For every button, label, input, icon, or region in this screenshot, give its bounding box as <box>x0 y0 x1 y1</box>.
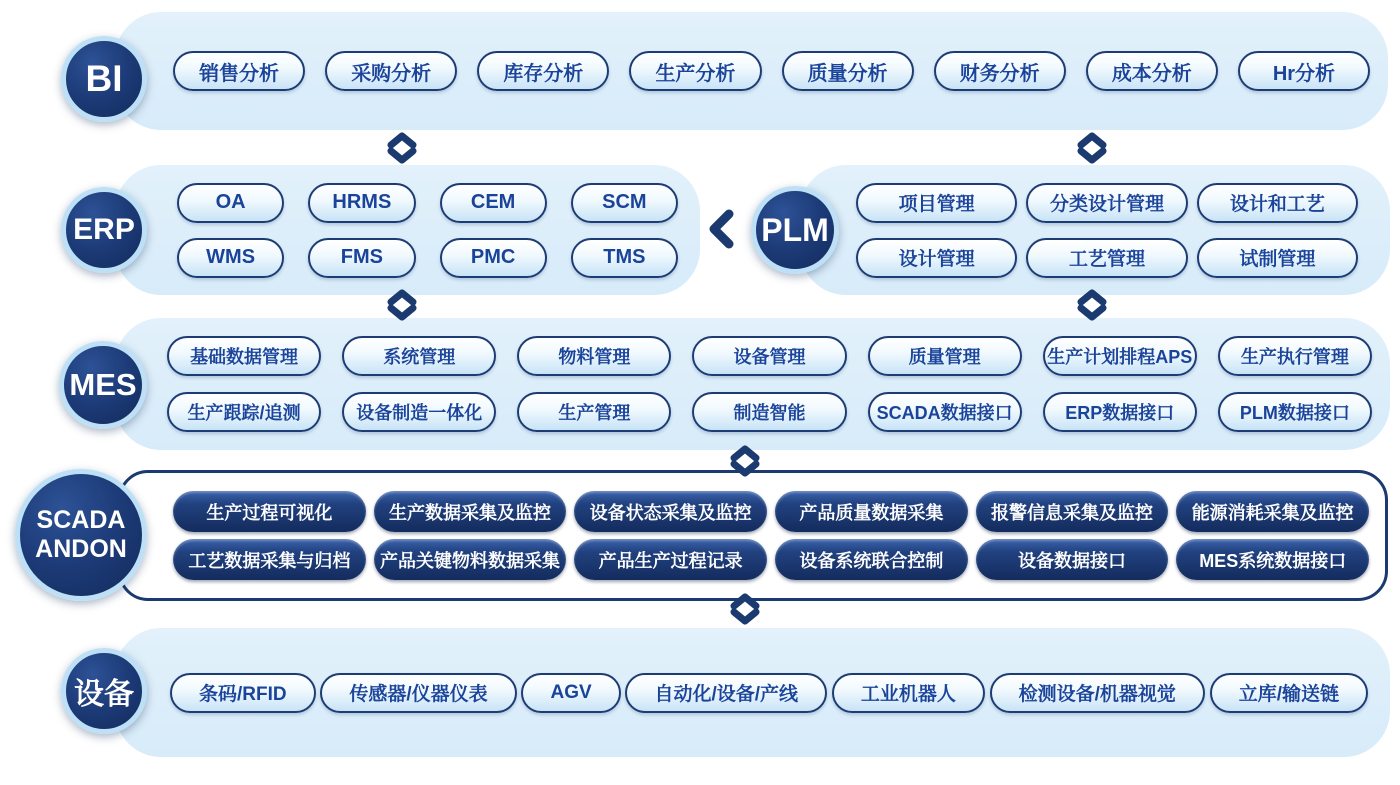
scada-pill: 产品生产过程记录 <box>574 539 767 580</box>
mes-pill: 生产跟踪/追测 <box>167 392 321 432</box>
scada-pill: 产品质量数据采集 <box>775 491 968 532</box>
plm-pill: 分类设计管理 <box>1026 183 1187 223</box>
devices-layer-label: 设备 <box>74 678 134 711</box>
device-pill: 检测设备/机器视觉 <box>990 673 1205 713</box>
erp-pill: FMS <box>308 238 415 278</box>
scada-pill: 设备系统联合控制 <box>775 539 968 580</box>
plm-pill: 设计和工艺 <box>1197 183 1358 223</box>
erp-pill: TMS <box>571 238 678 278</box>
erp-pill: PMC <box>440 238 547 278</box>
mes-pill: SCADA数据接口 <box>868 392 1022 432</box>
bi-pill: 采购分析 <box>325 51 457 91</box>
bi-pill-line <box>173 51 1370 91</box>
device-pill: 条码/RFID <box>170 673 316 713</box>
mes-pill: 物料管理 <box>517 336 671 376</box>
bi-layer-circle <box>61 36 147 122</box>
scada-pill: 设备数据接口 <box>976 539 1169 580</box>
plm-panel <box>800 165 1390 295</box>
devices-panel <box>115 628 1390 757</box>
mes-layer-circle <box>59 341 147 429</box>
plm-pill: 设计管理 <box>856 238 1017 278</box>
erp-pill: HRMS <box>308 183 415 223</box>
mes-pill: 设备管理 <box>692 336 846 376</box>
left-chevron-icon <box>705 208 739 250</box>
mes-pill: 生产计划排程APS <box>1043 336 1197 376</box>
mes-pill: 质量管理 <box>868 336 1022 376</box>
bi-pill: 生产分析 <box>629 51 761 91</box>
plm-layer-circle <box>751 186 839 274</box>
scada-pill: 生产过程可视化 <box>173 491 366 532</box>
device-pill: 自动化/设备/产线 <box>625 673 827 713</box>
scada-layer-label-line2: ANDON <box>35 535 127 563</box>
scada-pill-line <box>173 539 1369 580</box>
updown-chevron-icon <box>1076 289 1108 321</box>
mes-layer-label: MES <box>69 367 137 402</box>
plm-pill: 项目管理 <box>856 183 1017 223</box>
mes-pill: 生产管理 <box>517 392 671 432</box>
erp-pill: OA <box>177 183 284 223</box>
device-pill: 传感器/仪器仪表 <box>320 673 516 713</box>
scada-pill: 能源消耗采集及监控 <box>1176 491 1369 532</box>
mes-pill-line <box>167 392 1372 432</box>
updown-chevron-icon <box>386 132 418 164</box>
bi-panel <box>115 12 1388 130</box>
devices-layer-circle <box>61 648 147 734</box>
mes-pill: 系统管理 <box>342 336 496 376</box>
mes-pill: 制造智能 <box>692 392 846 432</box>
bi-pill: 质量分析 <box>782 51 914 91</box>
updown-chevron-icon <box>386 289 418 321</box>
scada-pill: 报警信息采集及监控 <box>976 491 1169 532</box>
mes-pill: ERP数据接口 <box>1043 392 1197 432</box>
erp-pill: SCM <box>571 183 678 223</box>
mes-panel <box>115 318 1390 450</box>
scada-pill: 设备状态采集及监控 <box>574 491 767 532</box>
bi-pill: 库存分析 <box>477 51 609 91</box>
updown-chevron-icon <box>729 593 761 625</box>
updown-chevron-icon <box>729 445 761 477</box>
bi-pill: 成本分析 <box>1086 51 1218 91</box>
bi-pill: Hr分析 <box>1238 51 1370 91</box>
scada-pill: MES系统数据接口 <box>1176 539 1369 580</box>
erp-layer-circle <box>61 187 147 273</box>
plm-pill-line <box>856 238 1358 278</box>
erp-panel <box>115 165 700 295</box>
mes-pill-line <box>167 336 1372 376</box>
scada-layer-label-line1: SCADA <box>36 505 126 534</box>
scada-panel <box>118 470 1388 601</box>
bi-layer-label: BI <box>85 58 123 99</box>
bi-pill: 财务分析 <box>934 51 1066 91</box>
device-pill: AGV <box>521 673 620 713</box>
mes-pill: PLM数据接口 <box>1218 392 1372 432</box>
mes-pill: 设备制造一体化 <box>342 392 496 432</box>
device-pill: 立库/输送链 <box>1210 673 1368 713</box>
erp-pill: CEM <box>440 183 547 223</box>
scada-pill: 生产数据采集及监控 <box>374 491 567 532</box>
plm-pill: 试制管理 <box>1197 238 1358 278</box>
plm-pill: 工艺管理 <box>1026 238 1187 278</box>
scada-andon-layer-circle <box>15 469 147 601</box>
erp-pill-line <box>177 183 678 223</box>
scada-pill-line <box>173 491 1369 532</box>
bi-pill: 销售分析 <box>173 51 305 91</box>
erp-layer-label: ERP <box>73 213 135 246</box>
updown-chevron-icon <box>1076 132 1108 164</box>
erp-pill: WMS <box>177 238 284 278</box>
scada-pill: 工艺数据采集与归档 <box>173 539 366 580</box>
devices-pill-line <box>170 673 1368 713</box>
mes-pill: 基础数据管理 <box>167 336 321 376</box>
scada-pill: 产品关键物料数据采集 <box>374 539 567 580</box>
erp-pill-line <box>177 238 678 278</box>
device-pill: 工业机器人 <box>832 673 985 713</box>
plm-layer-label: PLM <box>761 211 829 248</box>
mes-pill: 生产执行管理 <box>1218 336 1372 376</box>
plm-pill-line <box>856 183 1358 223</box>
